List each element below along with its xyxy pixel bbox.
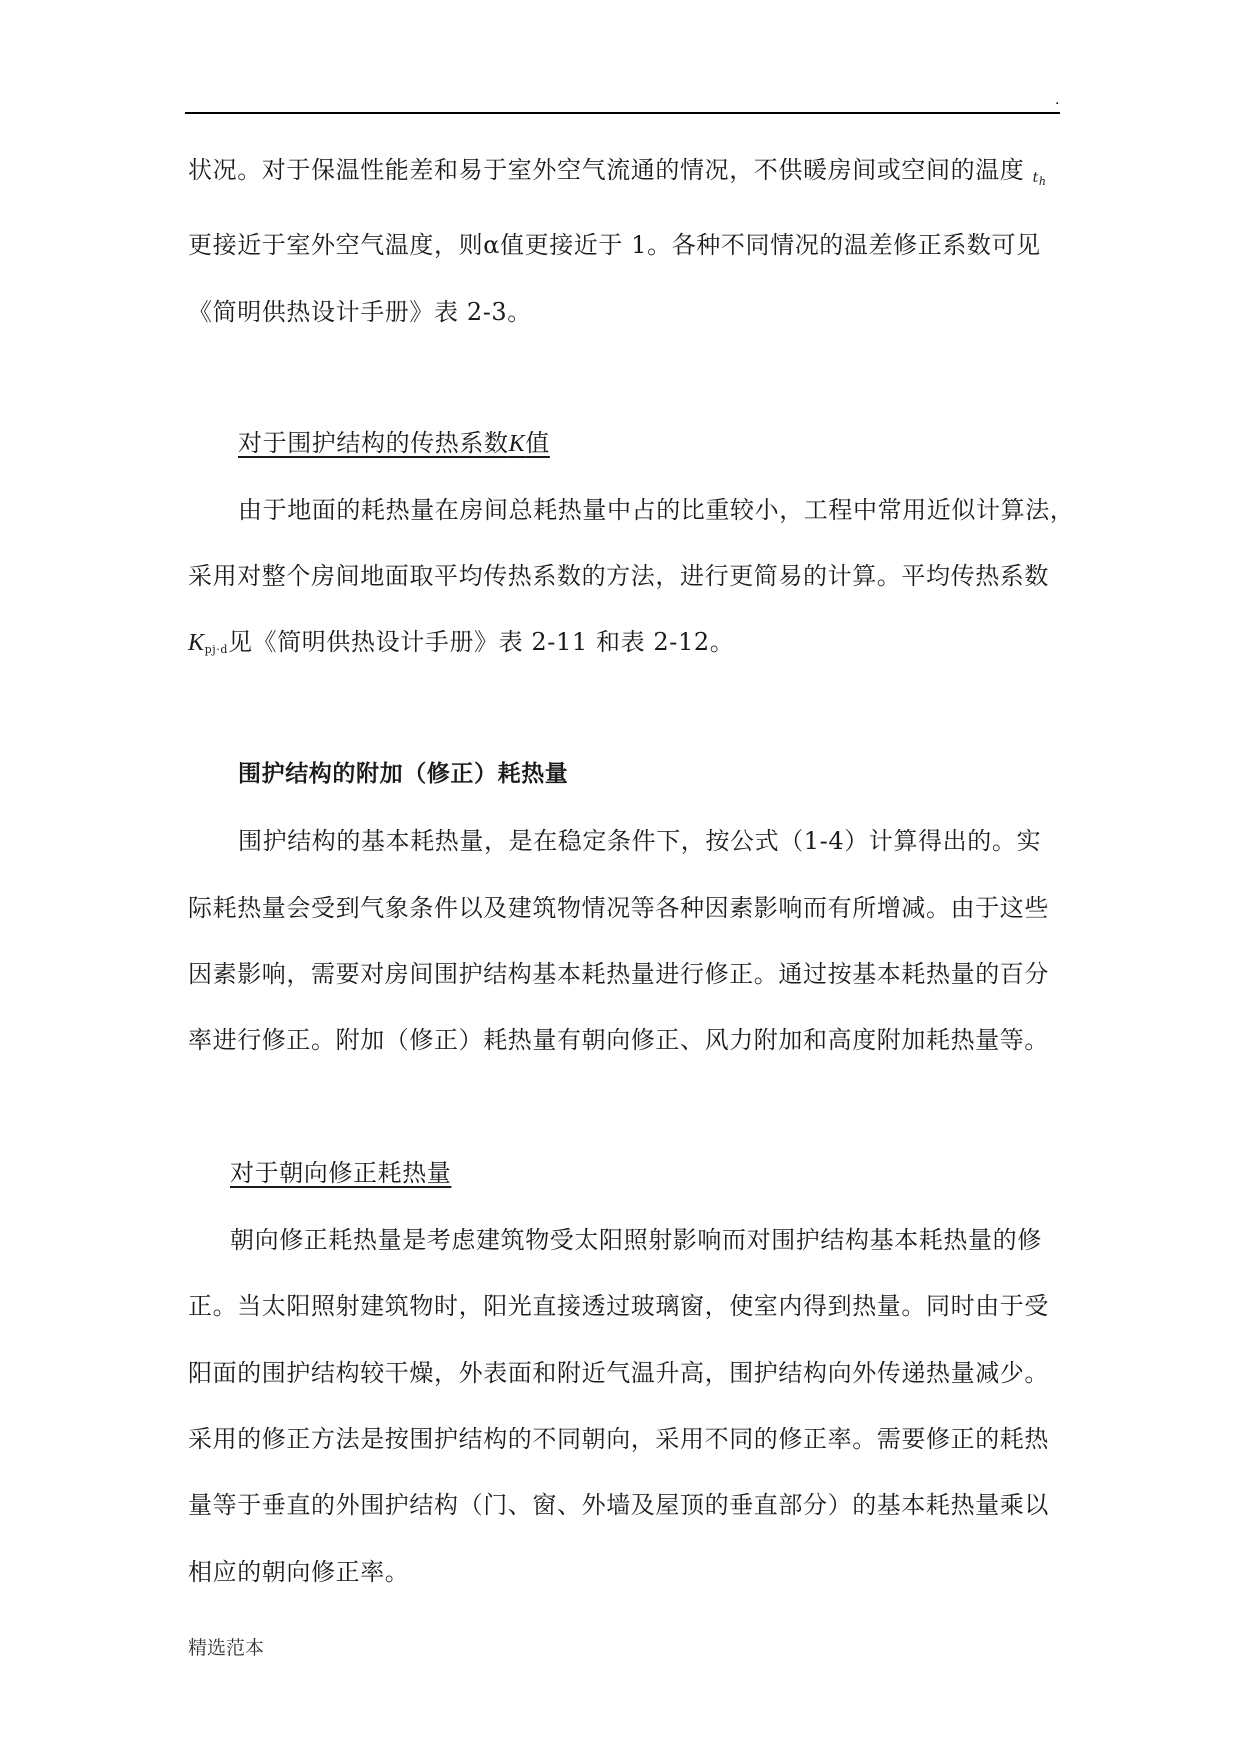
k-line-1: 由于地面的耗热量在房间总耗热量中占的比重较小，工程中常用近似计算法， <box>238 496 1075 524</box>
orientation-line-6: 相应的朝向修正率。 <box>188 1558 410 1586</box>
k-line-3: $K_{pj\cdot d}$见《简明供热设计手册》表 2-11 和表 2-12。 <box>188 628 735 656</box>
additional-line-3: 因素影响，需要对房间围护结构基本耗热量进行修正。通过按基本耗热量的百分 <box>188 960 1049 988</box>
additional-line-2: 际耗热量会受到气象条件以及建筑物情况等各种因素影响而有所增减。由于这些 <box>188 894 1049 922</box>
orientation-line-5: 量等于垂直的外围护结构（门、窗、外墙及屋顶的垂直部分）的基本耗热量乘以 <box>188 1491 1049 1519</box>
intro-line-1: 状况。对于保温性能差和易于室外空气流通的情况，不供暖房间或空间的温度 $t_h$ <box>188 156 1047 188</box>
footer-text: 精选范本 <box>188 1637 265 1659</box>
header-rule <box>185 112 1060 114</box>
orientation-line-1: 朝向修正耗热量是考虑建筑物受太阳照射影响而对围护结构基本耗热量的修 <box>230 1226 1042 1254</box>
k-line-2: 采用对整个房间地面取平均传热系数的方法，进行更简易的计算。平均传热系数 <box>188 562 1049 590</box>
intro-line-3: 《简明供热设计手册》表 2-3。 <box>188 298 532 326</box>
additional-line-4: 率进行修正。附加（修正）耗热量有朝向修正、风力附加和高度附加耗热量等。 <box>188 1026 1049 1054</box>
header-mark: . <box>1055 92 1060 108</box>
section-heading-additional: 围护结构的附加（修正）耗热量 <box>238 761 569 787</box>
k-subscript: pj·d <box>204 643 228 656</box>
orientation-line-3: 阳面的围护结构较干燥，外表面和附近气温升高，围护结构向外传递热量减少。 <box>188 1359 1049 1387</box>
orientation-line-2: 正。当太阳照射建筑物时，阳光直接透过玻璃窗，使室内得到热量。同时由于受 <box>188 1292 1049 1320</box>
additional-line-1: 围护结构的基本耗热量，是在稳定条件下，按公式（1-4）计算得出的。实 <box>238 827 1042 855</box>
k-variable: K <box>188 630 205 656</box>
section-heading-orientation: 对于朝向修正耗热量 <box>230 1159 452 1187</box>
orientation-line-4: 采用的修正方法是按围护结构的不同朝向，采用不同的修正率。需要修正的耗热 <box>188 1425 1049 1453</box>
section-heading-k: 对于围护结构的传热系数K值 <box>238 429 550 457</box>
temp-variable: $t_h$ <box>1032 170 1047 188</box>
intro-line-2: 更接近于室外空气温度，则α值更接近于 1。各种不同情况的温差修正系数可见 <box>188 231 1041 259</box>
